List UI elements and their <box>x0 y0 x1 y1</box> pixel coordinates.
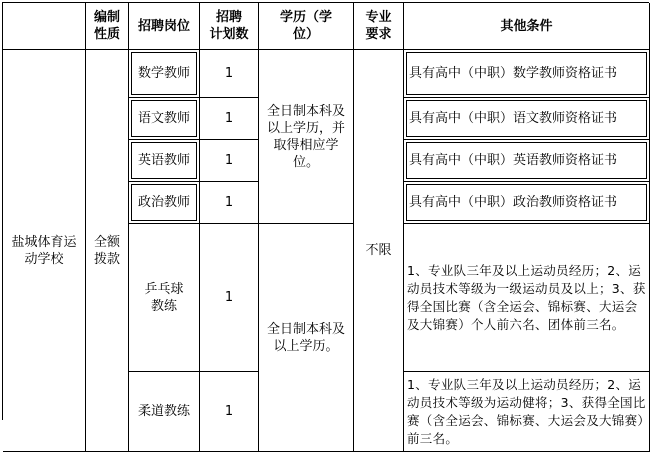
table-row-condition: 具有高中（中职）语文教师资格证书 <box>404 98 650 140</box>
header-education: 学历（学 位） <box>259 3 354 50</box>
header-other-conditions: 其他条件 <box>404 3 650 50</box>
table-row-condition: 1、专业队三年及以上运动员经历；2、运动员技术等级为运动健将；3、获得全国比赛（含全运会、锦标赛、大运会及大锦赛）前三名。 <box>404 372 650 452</box>
table-row-count: 1 <box>200 224 259 372</box>
recruitment-table <box>2 2 649 446</box>
unit-name: 盐城体育运 动学校 <box>3 50 86 452</box>
header-recruitment-post: 招聘岗位 <box>129 3 200 50</box>
table-row-post: 语文教师 <box>129 98 200 140</box>
table-row-condition: 具有高中（中职）数学教师资格证书 <box>404 50 650 98</box>
header-unit-blank <box>3 3 86 50</box>
table-row-condition: 具有高中（中职）政治教师资格证书 <box>404 182 650 224</box>
table-row-count: 1 <box>200 182 259 224</box>
table-row-post: 英语教师 <box>129 140 200 182</box>
education-requirement-teachers: 全日制本科及以上学历，并取得相应学位。 <box>259 50 354 224</box>
table-row-count: 1 <box>200 140 259 182</box>
staffing-nature: 全额 拨款 <box>86 50 129 452</box>
table-row-post: 数学教师 <box>129 50 200 98</box>
major-requirement: 不限 <box>354 50 404 452</box>
table-row-post: 柔道教练 <box>129 372 200 452</box>
table-row-count: 1 <box>200 98 259 140</box>
header-staffing-nature: 编制 性质 <box>86 3 129 50</box>
table-row-post: 乒乓球 教练 <box>129 224 200 372</box>
table-row-count: 1 <box>200 50 259 98</box>
table-row-condition: 1、专业队三年及以上运动员经历；2、运动员技术等级为一级运动员及以上；3、获得全国比赛（含全运会、锦标赛、大运会及大锦赛）个人前六名、团体前三名。 <box>404 224 650 372</box>
header-major: 专业 要求 <box>354 3 404 50</box>
education-requirement-coaches: 全日制本科及以上学历。 <box>259 224 354 452</box>
table-row-count: 1 <box>200 372 259 452</box>
table-row-condition: 具有高中（中职）英语教师资格证书 <box>404 140 650 182</box>
table-row-post: 政治教师 <box>129 182 200 224</box>
header-plan-count: 招聘 计划数 <box>200 3 259 50</box>
